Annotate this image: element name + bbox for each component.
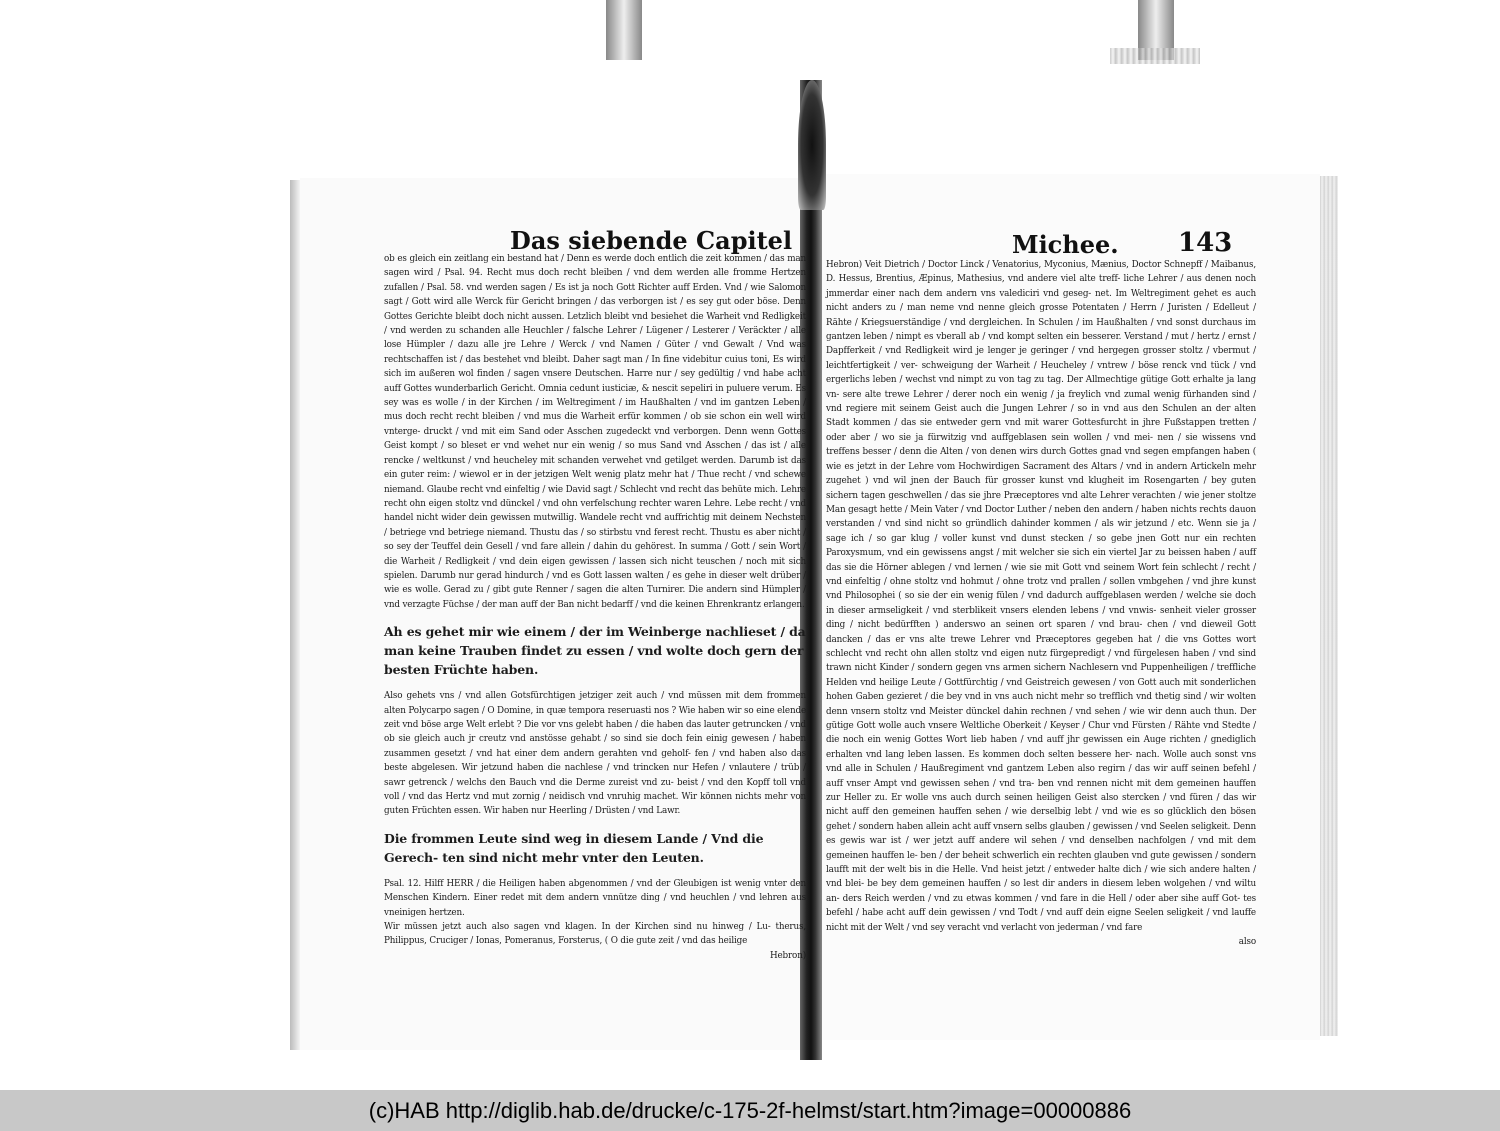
section-heading: Ah es gehet mir wie einem / der im Weinberge nachlieset / da man keine Trauben findet zu essen / vnd wolte doch gern der besten Früchte haben. bbox=[384, 624, 806, 678]
left-page-text bbox=[384, 252, 806, 963]
catchword: Hebron) bbox=[769, 950, 806, 961]
section-heading: Die frommen Leute sind weg in diesem Lande / Vnd die Gerech- ten sind nicht mehr vnter den Leuten. bbox=[384, 830, 764, 865]
page-clip-left bbox=[606, 0, 642, 60]
paragraph: ob es gleich ein zeitlang ein bestand hat / Denn es werde doch entlich die zeit kommen / das man sagen wird / Psal. 94. Recht mus doch recht bleiben / vnd dem werden alle fromme Hertzen zufallen / Psal. 58. vnd werden sagen / Es ist ja noch Gott Richter auff Erden. Vnd / wie Salomon sagt / Gott wird alle Werck für Gericht bringen / das verborgen ist / es sey gut oder böse. Denn Gottes Gerichte bleibt doch nicht aussen. Letzlich bleibt vnd besiehet die Warheit vnd Redligkeit / vnd werden zu schanden alle Heuchler / falsche Lehrer / Lügener / Lesterer / Veräckter / alle lose Hümpler / dazu alle jre Lehre / Werck / vnd Namen / Güter / vnd Gewalt / Vnd was rechtschaffen ist / das bestehet vnd bleibt. Daher sagt man / In fine videbitur cuius toni, Es wird sich im außeren wol finden / sagen vnsere Deutschen. Harre nur / sey gedültig / vnd habe acht auff Gottes wunderbarlich Gericht. Omnia cedunt iusticiæ, & nescit sepeliri in puluere verum. Es sey was es wolle / in der Kirchen / im Weltregiment / im Haußhalten / vnd im gantzen Leben / mus doch recht recht bleiben / vnd mus die Warheit erfür kommen / ob sie schon ein well wird vnterge- druckt / vnd mit eim Sand oder Asschen zugedeckt vnd verborgen. Denn wenn Gottes Geist kompt / so bleset er vnd wehet nur ein wenig / so mus Sand vnd Asschen / das ist / alle rencke / weltkunst / vnd heucheley mit schanden verwehet vnd getilget werden. Darumb ist das ein guter reim: / wiewol er in der jetzigen Welt wenig platz mehr hat / Thue recht / vnd schewe niemand. Glaube recht vnd einfeltig / wie David sagt / Schlecht vnd recht das behüte mich. Lehre recht ohn eigen stoltz vnd dünckel / vnd ohn verfelschung rechter waren Lehre. Lebe recht / vnd handel nicht wider dein gewissen mutwillig. Wandele recht vnd auffrichtig mit deinem Nechsten / betriege vnd betriege niemand. Thustu das / so stirbstu vnd ferest recht. Thustu es aber nicht / so sey der Teuffel dein Gesell / vnd fare allein / dahin du gehörest. In summa / Gott / sein Wort / die Warheit / Redligkeit / vnd dein eigen gewissen / lassen sich nicht teuschen / noch mit sich spielen. Darumb nur gerad hindurch / vnd es Gott lassen walten / es gehe in dieser welt drüber / wie es wolle. Gerad zu / gibt gute Renner / sagen die alten Turnirer. Die andern sind Hümpler / vnd verzagte Füchse / der man auff der Ban nicht bedarff / vnd die keinen Ehrenkrantz erlangen. bbox=[384, 254, 806, 610]
paragraph: Also gehets vns / vnd allen Gotsfürchtigen jetziger zeit auch / vnd müssen mit dem frommen alten Polycarpo sagen / O Domine, in quæ tempora reseruasti nos ? Wie haben wir so eine elende zeit vnd böse arge Welt erlebt ? Die vor vns gelebt haben / die haben das lauter getruncken / vnd ob sie gleich auch jr creutz vnd anstösse gehabt / so sind sie doch fein einig gewesen / haben zusammen gesetzt / vnd hat einer dem andern gerahten vnd geholf- fen / vnd haben also das beste abgelesen. Wir jetzund haben die nachlese / vnd trincken nur Hefen / vnlautere / trüb / sawr getrenck / welchs den Bauch vnd die Derme zureist vnd zu- beist / vnd den Kopff toll vnd voll / vnd das Hertz vnd mut zornig / neidisch vnd vnruhig machet. Wir können nichts mehr von guten Früchten essen. Wir haben nur Heerling / Drüsten / vnd Lawr. bbox=[384, 691, 806, 817]
right-page-edge bbox=[1320, 176, 1338, 1036]
paragraph: Wir müssen jetzt auch also sagen vnd klagen. In der Kirchen sind nu hinweg / Lu- therus, Philippus, Cruciger / Ionas, Pomeranus, Forsterus, ( O die gute zeit / vnd das heilige bbox=[384, 922, 806, 947]
catchword: also bbox=[1238, 937, 1256, 948]
left-running-head: Das siebende Capitel bbox=[510, 226, 793, 255]
right-page-text bbox=[826, 258, 1256, 950]
page-number: 143 bbox=[1178, 228, 1233, 258]
paragraph: Psal. 12. Hilff HERR / die Heiligen haben abgenommen / vnd der Gleubigen ist wenig vnter den Menschen Kindern. Einer redet mit dem andern vnnütze ding / vnd heuchlen / vnd lehren aus vneinigen hertzen. bbox=[384, 878, 806, 918]
book-spine-top bbox=[798, 80, 826, 210]
paragraph: Hebron) Veit Dietrich / Doctor Linck / Venatorius, Myconius, Mænius, Doctor Schnepff / Maibanus, D. Hessus, Brentius, Æpinus, Mathesius, vnd andere viel alte treff- liche Lehrer / aus denen noch jmmerdar einer nach dem andern vns valediciri vnd geseg- net. Im Weltregiment gehet es auch nicht anders zu / man neme vnd nenne gleich grosse Potentaten / Herrn / Juristen / Edelleut / Rähte / Kriegsuerständige / vnd dergleichen. In Schulen / im Haußhalten / vnd sonst durchaus im gantzen leben / nimpt es vberall ab / vnd kompt selten ein besserer. Verstand / mut / hertz / ernst / Dapfferkeit / vnd Redligkeit wird je lenger je geringer / vnd hergegen grosser stoltz / vbermut / leichtfertigkeit / ver- schweigung der Warheit / Heucheley / vntrew / böse renck vnd tück / vnd ergerlichs leben / wechst vnd nimpt zu von tag zu tag. Der Allmechtige gütige Gott erhalte ja lang vn- sere alte trewe Lehrer / derer noch ein wenig / ja freylich vnd zumal wenig fürhanden sind / vnd regiere mit seinem Geist auch die Jungen Lehrer / so in vnd aus den Schulen an der alten Stadt kommen / das sie entweder gern vnd mit warer Gottesfurcht in jhre Fußstappen tretten / oder aber / wo sie ja fürwitzig vnd auffgeblasen sein wollen / vnd mei- nen / sie wissens vnd treffens besser / denn die Alten / von denen wirs durch Gottes gnad vnd segen empfangen haben ( wie es jetzt in der Lehre vom Hochwirdigen Sacrament des Altars / vnd in andern Artickeln mehr zugehet ) vnd wil jnen der Bauch für grosser kunst vnd klugheit im Rosengarten / bey guten sichern tagen geschwellen / das sie jhre Præceptores vnd alte Lehrer verachten / wie jener stoltze Man gesagt hette / Mein Vater / vnd Doctor Luther / neben den andern / haben nichts rechts dauon verstanden / vnd sind nicht so gründlich dahinder kommen / als wir jetzund / etc. Wenn sie ja / sage ich / so gar klug / voller kunst vnd dunst stecken / so gebe jnen Gott nur ein rechten Paroxysmum, vnd ein gewissens angst / mit welcher sie sich ein viertel Jar zu beissen haben / auff das sie die Hörner ablegen / vnd lernen / wie sie mit Gott vnd seinem Wort fein schlecht / recht / vnd einfeltig / ohne stoltz vnd hohmut / ohne trotz vnd prallen / sollen vmbgehen / vnd jhre kunst vnd Philosophei ( so sie der ein wenig fülen / vnd dadurch auffgeblasen werden / welche sie doch in dieser armseligkeit / vnd sterblikeit vnsers elenden lebens / vnd vnwis- senheit vieler grosser ding / nicht bedürfften ) anderswo an seinen ort sparen / vnd brau- chen / vnd dieweil Gott dancken / das er vns alte trewe Lehrer vnd Præceptores gegeben hat / die vns Gottes wort schlecht vnd recht ohn allen stoltz vnd eigen nutz fürgepredigt / vnd fürgelesen haben / vnd sind trawn nicht Kinder / sondern gegen vns armen sichern Nachlesern vnd Puppenheiligen / treffliche Helden vnd heilige Leute / Gottfürchtig / vnd Geistreich gewesen / von Gott auch mit sonderlichen hohen Gaben gezieret / die bey vnd in vns auch nicht mehr so trefflich vnd thetig sind / wir wolten denn vnsern stoltz vnd Meister dünckel dahin rechnen / vnd sehen / wie wir denn auch thun. Der gütige Gott wolle auch vnsere Weltliche Oberkeit / Keyser / Chur vnd Fürsten / Rähte vnd Stedte / die noch ein wenig Gottes Wort lieb haben / vnd auff jhr gewissen ein Auge richten / gnediglich erhalten vnd lang leben lassen. Es kommen doch selten bessere her- nach. Wolle auch sonst vns vnd alle in Schulen / Haußregiment vnd gantzem Leben also regirn / das wir auff seinen befehl / auff vnser Ampt vnd gewissen sehen / vnd tra- ben vnd rennen nicht mit dem gemeinen hauffen zur Heller zu. Er wolle vns auch durch seinen heiligen Geist also stercken / vnd füren / das wir nicht auff den gemeinen hauffen sehen / wie derselbig lebt / vnd wie es so glücklich den bösen gehet / sondern haben allein acht auff vnsern selbs glauben / gewissen / vnd Seelen seligkeit. Denn es gewis war ist / wer jetzt auff andere wil sehen / vnd denselben nachfolgen / vnd mit dem gemeinen hauffen le- ben / der beheit schwerlich ein rechten glauben vnd gute gewissen / sondern laufft mit der welt bis in die Helle. Vnd heist jetzt / entweder halte dich / wie sich andere halten / vnd blei- be bey dem gemeinen hauffen / so lest dir anders in diesem leben wolgehen / vnd wiltu an- ders Reich werden / vnd zu etwas kommen / vnd fare in die Hell / oder aber sihe auff Got- tes befehl / habe acht auff dein gewissen / vnd Todt / vnd auff dein eigne Seelen seligkeit / vnd lauffe nicht mit der Welt / vnd sey veracht vnd verlacht von jederman / vnd fare bbox=[826, 260, 1256, 933]
copyright-text: (c)HAB http://diglib.hab.de/drucke/c-175-2f-helmst/start.htm?image=00000886 bbox=[368, 1097, 1132, 1123]
clip-bar bbox=[1110, 48, 1200, 64]
copyright-footer bbox=[0, 1090, 1500, 1131]
right-running-head: Michee. bbox=[1012, 230, 1119, 259]
